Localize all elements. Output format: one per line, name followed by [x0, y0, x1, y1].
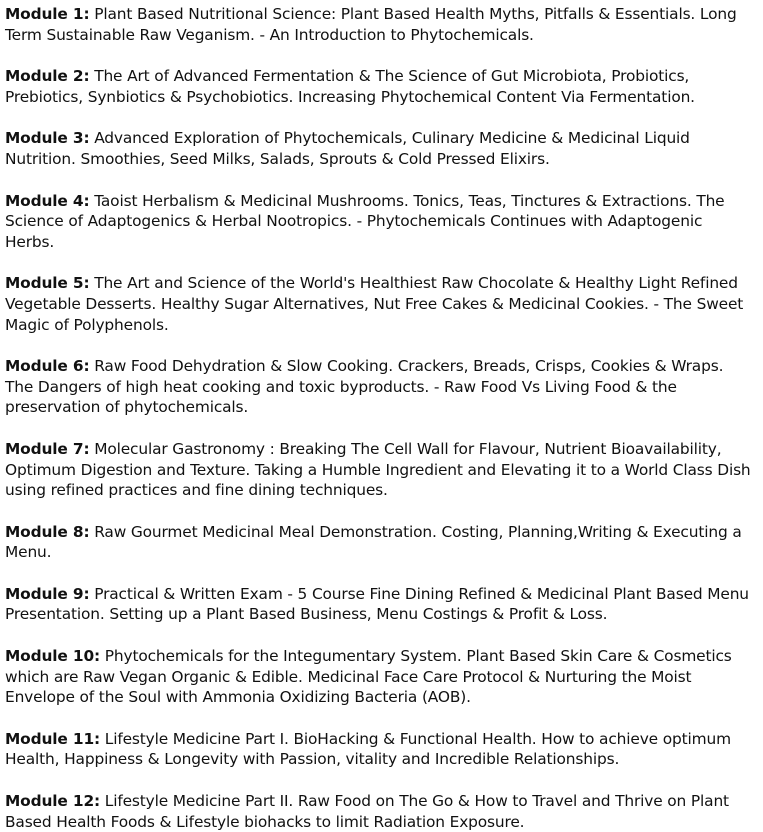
module-description: Molecular Gastronomy : Breaking The Cell Wall for Flavour, Nutrient Bioavailability, Optimum Digestion and Texture. Taking a Humble Ingredient and Elevating it to a World Class Dish using refined practices and fine dining techniques. — [5, 439, 751, 500]
module-label: Module 1: — [5, 5, 90, 23]
module-label: Module 7: — [5, 439, 90, 458]
module-description: Raw Food Dehydration & Slow Cooking. Crackers, Breads, Crisps, Cookies & Wraps. The Dangers of high heat cooking and toxic byproducts. - Raw Food Vs Living Food & the preservation of phytochemicals. — [5, 357, 724, 417]
module-label: Module 5: — [5, 274, 90, 293]
module-2 — [5, 66, 755, 107]
module-3 — [5, 128, 755, 169]
module-label: Module 10: — [5, 647, 101, 666]
module-label: Module 3: — [5, 129, 90, 148]
module-label: Module 12: — [5, 792, 101, 811]
module-5 — [5, 273, 755, 335]
module-description: Plant Based Nutritional Science: Plant Based Health Myths, Pitfalls & Essentials. Long Term Sustainable Raw Veganism. - An Introduction to Phytochemicals. — [5, 5, 737, 44]
module-description: Phytochemicals for the Integumentary System. Plant Based Skin Care & Cosmetics which are Raw Vegan Organic & Edible. Medicinal Face Care Protocol & Nurturing the Moist Envelope of the Soul with Ammonia Oxidizing Bacteria (AOB). — [5, 647, 732, 707]
module-description: Lifestyle Medicine Part II. Raw Food on The Go & How to Travel and Thrive on Plant Based Health Foods & Lifestyle biohacks to limit Radiation Exposure. — [5, 792, 729, 831]
module-4 — [5, 191, 755, 253]
module-description: Advanced Exploration of Phytochemicals, Culinary Medicine & Medicinal Liquid Nutrition. Smoothies, Seed Milks, Salads, Sprouts & Cold Pressed Elixirs. — [5, 129, 690, 168]
module-label: Module 9: — [5, 584, 90, 603]
module-11 — [5, 729, 755, 770]
module-9 — [5, 584, 755, 625]
module-description: Raw Gourmet Medicinal Meal Demonstration. Costing, Planning,Writing & Executing a Menu. — [5, 522, 742, 562]
module-label: Module 6: — [5, 357, 90, 376]
module-description: Taoist Herbalism & Medicinal Mushrooms. Tonics, Teas, Tinctures & Extractions. The Science of Adaptogenics & Herbal Nootropics. - Phytochemicals Continues with Adaptogenic Herbs. — [5, 191, 725, 251]
module-label: Module 2: — [5, 67, 90, 86]
module-label: Module 11: — [5, 729, 101, 748]
module-10 — [5, 646, 755, 708]
module-6 — [5, 356, 755, 418]
module-12 — [5, 791, 755, 832]
module-1 — [5, 4, 755, 45]
module-label: Module 8: — [5, 522, 90, 541]
module-label: Module 4: — [5, 191, 90, 210]
module-description: The Art and Science of the World's Healthiest Raw Chocolate & Healthy Light Refined Vegetable Desserts. Healthy Sugar Alternatives, Nut Free Cakes & Medicinal Cookies. - The Sweet Magic of Polyphenols. — [5, 274, 744, 334]
module-description: The Art of Advanced Fermentation & The Science of Gut Microbiota, Probiotics, Prebiotics, Synbiotics & Psychobiotics. Increasing Phytochemical Content Via Fermentation. — [5, 67, 695, 106]
module-8 — [5, 522, 755, 563]
module-7 — [5, 439, 755, 501]
module-description: Lifestyle Medicine Part I. BioHacking & Functional Health. How to achieve optimum Health, Happiness & Longevity with Passion, vitality and Incredible Relationships. — [5, 729, 731, 769]
module-description: Practical & Written Exam - 5 Course Fine Dining Refined & Medicinal Plant Based Menu Presentation. Setting up a Plant Based Business, Menu Costings & Profit & Loss. — [5, 584, 749, 624]
